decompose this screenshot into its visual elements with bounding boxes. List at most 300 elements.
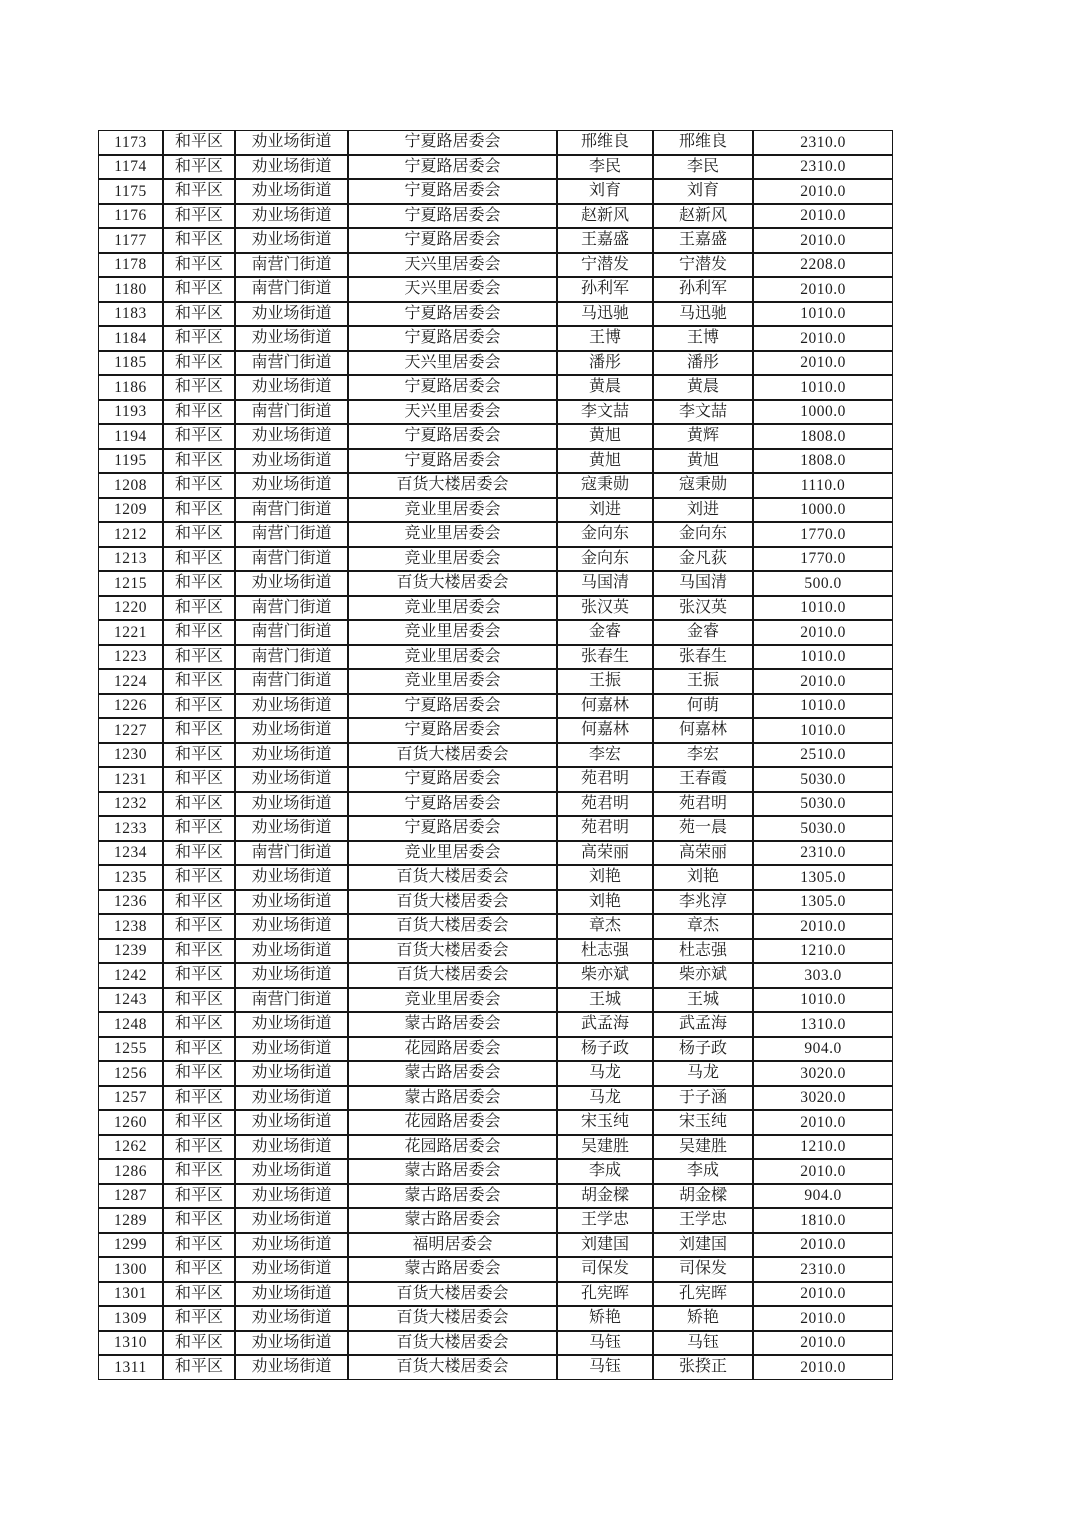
cell-name-2: 孙利军 [653, 277, 753, 302]
cell-name-1: 马钰 [557, 1355, 653, 1380]
cell-amount: 2010.0 [753, 277, 893, 302]
table-row [98, 1086, 893, 1111]
cell-amount: 303.0 [753, 963, 893, 988]
cell-committee: 天兴里居委会 [348, 351, 557, 376]
cell-id: 1234 [98, 841, 163, 866]
cell-committee: 宁夏路居委会 [348, 792, 557, 817]
cell-committee: 宁夏路居委会 [348, 694, 557, 719]
cell-name-2: 寇秉勋 [653, 473, 753, 498]
cell-street: 劝业场街道 [235, 939, 348, 964]
cell-name-1: 杨子政 [557, 1037, 653, 1062]
cell-amount: 2010.0 [753, 351, 893, 376]
cell-street: 劝业场街道 [235, 1184, 348, 1209]
cell-street: 劝业场街道 [235, 767, 348, 792]
cell-committee: 百货大楼居委会 [348, 571, 557, 596]
cell-id: 1208 [98, 473, 163, 498]
cell-amount: 5030.0 [753, 816, 893, 841]
cell-district: 和平区 [163, 890, 235, 915]
cell-district: 和平区 [163, 228, 235, 253]
table-row [98, 1208, 893, 1233]
cell-district: 和平区 [163, 1306, 235, 1331]
cell-district: 和平区 [163, 1012, 235, 1037]
cell-id: 1248 [98, 1012, 163, 1037]
cell-committee: 百货大楼居委会 [348, 473, 557, 498]
cell-name-2: 赵新风 [653, 204, 753, 229]
cell-street: 劝业场街道 [235, 326, 348, 351]
records-table-body [98, 130, 893, 1380]
cell-committee: 宁夏路居委会 [348, 424, 557, 449]
cell-name-1: 马龙 [557, 1061, 653, 1086]
cell-district: 和平区 [163, 400, 235, 425]
cell-id: 1287 [98, 1184, 163, 1209]
table-row [98, 620, 893, 645]
cell-name-1: 金睿 [557, 620, 653, 645]
cell-name-2: 黄旭 [653, 449, 753, 474]
cell-name-1: 李成 [557, 1159, 653, 1184]
cell-district: 和平区 [163, 449, 235, 474]
cell-name-1: 苑君明 [557, 767, 653, 792]
cell-name-2: 苑一晨 [653, 816, 753, 841]
cell-street: 劝业场街道 [235, 914, 348, 939]
cell-amount: 2010.0 [753, 620, 893, 645]
cell-street: 劝业场街道 [235, 1135, 348, 1160]
cell-district: 和平区 [163, 939, 235, 964]
cell-committee: 蒙古路居委会 [348, 1061, 557, 1086]
cell-name-1: 黄旭 [557, 424, 653, 449]
cell-name-2: 何嘉林 [653, 718, 753, 743]
cell-amount: 1000.0 [753, 498, 893, 523]
cell-name-1: 黄旭 [557, 449, 653, 474]
cell-name-1: 苑君明 [557, 792, 653, 817]
table-row [98, 449, 893, 474]
cell-committee: 百货大楼居委会 [348, 1355, 557, 1380]
cell-name-2: 马龙 [653, 1061, 753, 1086]
cell-id: 1227 [98, 718, 163, 743]
cell-street: 劝业场街道 [235, 865, 348, 890]
cell-street: 南营门街道 [235, 498, 348, 523]
cell-name-2: 何萌 [653, 694, 753, 719]
cell-name-2: 王博 [653, 326, 753, 351]
cell-amount: 1010.0 [753, 302, 893, 327]
table-row [98, 1135, 893, 1160]
cell-district: 和平区 [163, 277, 235, 302]
cell-amount: 1305.0 [753, 890, 893, 915]
cell-amount: 1810.0 [753, 1208, 893, 1233]
table-row [98, 645, 893, 670]
cell-street: 劝业场街道 [235, 792, 348, 817]
cell-name-2: 杨子政 [653, 1037, 753, 1062]
cell-street: 南营门街道 [235, 277, 348, 302]
cell-district: 和平区 [163, 1208, 235, 1233]
cell-committee: 竞业里居委会 [348, 988, 557, 1013]
cell-id: 1239 [98, 939, 163, 964]
cell-name-1: 黄晨 [557, 375, 653, 400]
cell-street: 劝业场街道 [235, 1306, 348, 1331]
cell-district: 和平区 [163, 155, 235, 180]
cell-district: 和平区 [163, 522, 235, 547]
cell-district: 和平区 [163, 620, 235, 645]
cell-id: 1289 [98, 1208, 163, 1233]
table-row [98, 743, 893, 768]
cell-name-2: 张揆正 [653, 1355, 753, 1380]
cell-id: 1215 [98, 571, 163, 596]
cell-street: 劝业场街道 [235, 571, 348, 596]
cell-amount: 5030.0 [753, 792, 893, 817]
cell-id: 1178 [98, 253, 163, 278]
cell-amount: 1808.0 [753, 424, 893, 449]
cell-id: 1212 [98, 522, 163, 547]
cell-id: 1242 [98, 963, 163, 988]
cell-amount: 1770.0 [753, 522, 893, 547]
cell-amount: 2010.0 [753, 228, 893, 253]
cell-amount: 1210.0 [753, 939, 893, 964]
cell-street: 劝业场街道 [235, 1061, 348, 1086]
cell-name-1: 孔宪晖 [557, 1282, 653, 1307]
cell-street: 劝业场街道 [235, 375, 348, 400]
cell-name-1: 张汉英 [557, 596, 653, 621]
cell-district: 和平区 [163, 498, 235, 523]
cell-street: 南营门街道 [235, 253, 348, 278]
cell-street: 劝业场街道 [235, 1331, 348, 1356]
table-row [98, 1331, 893, 1356]
cell-id: 1232 [98, 792, 163, 817]
cell-street: 南营门街道 [235, 596, 348, 621]
cell-district: 和平区 [163, 547, 235, 572]
cell-id: 1177 [98, 228, 163, 253]
cell-street: 劝业场街道 [235, 1233, 348, 1258]
cell-street: 南营门街道 [235, 400, 348, 425]
cell-name-1: 赵新风 [557, 204, 653, 229]
cell-id: 1256 [98, 1061, 163, 1086]
cell-id: 1299 [98, 1233, 163, 1258]
cell-street: 劝业场街道 [235, 890, 348, 915]
cell-street: 劝业场街道 [235, 155, 348, 180]
cell-name-2: 马钰 [653, 1331, 753, 1356]
table-row [98, 1012, 893, 1037]
cell-amount: 2010.0 [753, 1233, 893, 1258]
cell-district: 和平区 [163, 645, 235, 670]
table-row [98, 1282, 893, 1307]
cell-district: 和平区 [163, 694, 235, 719]
cell-district: 和平区 [163, 718, 235, 743]
cell-name-1: 马国清 [557, 571, 653, 596]
cell-committee: 蒙古路居委会 [348, 1086, 557, 1111]
cell-id: 1193 [98, 400, 163, 425]
cell-street: 劝业场街道 [235, 1257, 348, 1282]
cell-district: 和平区 [163, 816, 235, 841]
cell-name-2: 宋玉纯 [653, 1110, 753, 1135]
cell-id: 1230 [98, 743, 163, 768]
cell-id: 1309 [98, 1306, 163, 1331]
cell-street: 劝业场街道 [235, 204, 348, 229]
cell-name-2: 高荣丽 [653, 841, 753, 866]
cell-district: 和平区 [163, 792, 235, 817]
cell-street: 劝业场街道 [235, 302, 348, 327]
cell-name-1: 苑君明 [557, 816, 653, 841]
cell-street: 劝业场街道 [235, 179, 348, 204]
cell-name-2: 王振 [653, 669, 753, 694]
table-row [98, 988, 893, 1013]
cell-committee: 竞业里居委会 [348, 669, 557, 694]
table-row [98, 547, 893, 572]
table-row [98, 400, 893, 425]
cell-amount: 1310.0 [753, 1012, 893, 1037]
cell-id: 1184 [98, 326, 163, 351]
cell-amount: 1808.0 [753, 449, 893, 474]
cell-committee: 天兴里居委会 [348, 277, 557, 302]
cell-district: 和平区 [163, 1159, 235, 1184]
cell-street: 劝业场街道 [235, 963, 348, 988]
table-row [98, 669, 893, 694]
cell-district: 和平区 [163, 375, 235, 400]
cell-committee: 天兴里居委会 [348, 400, 557, 425]
cell-committee: 百货大楼居委会 [348, 1331, 557, 1356]
table-row [98, 424, 893, 449]
cell-id: 1236 [98, 890, 163, 915]
cell-amount: 2310.0 [753, 1257, 893, 1282]
table-row [98, 1110, 893, 1135]
table-row [98, 841, 893, 866]
cell-name-1: 刘艳 [557, 890, 653, 915]
cell-id: 1223 [98, 645, 163, 670]
table-row [98, 302, 893, 327]
spreadsheet-page [98, 130, 893, 1380]
cell-amount: 1305.0 [753, 865, 893, 890]
cell-district: 和平区 [163, 204, 235, 229]
cell-amount: 2010.0 [753, 204, 893, 229]
cell-amount: 1010.0 [753, 645, 893, 670]
cell-name-1: 何嘉林 [557, 718, 653, 743]
cell-committee: 竞业里居委会 [348, 547, 557, 572]
cell-id: 1220 [98, 596, 163, 621]
cell-street: 劝业场街道 [235, 1282, 348, 1307]
cell-amount: 1010.0 [753, 596, 893, 621]
cell-id: 1310 [98, 1331, 163, 1356]
cell-committee: 宁夏路居委会 [348, 816, 557, 841]
cell-id: 1173 [98, 130, 163, 155]
cell-name-1: 王城 [557, 988, 653, 1013]
cell-name-2: 孔宪晖 [653, 1282, 753, 1307]
cell-street: 劝业场街道 [235, 449, 348, 474]
cell-name-1: 金向东 [557, 547, 653, 572]
cell-id: 1195 [98, 449, 163, 474]
cell-id: 1243 [98, 988, 163, 1013]
cell-name-2: 刘建国 [653, 1233, 753, 1258]
cell-district: 和平区 [163, 130, 235, 155]
cell-committee: 宁夏路居委会 [348, 449, 557, 474]
table-row [98, 1159, 893, 1184]
cell-street: 劝业场街道 [235, 130, 348, 155]
cell-name-1: 李文喆 [557, 400, 653, 425]
cell-amount: 2208.0 [753, 253, 893, 278]
cell-committee: 百货大楼居委会 [348, 914, 557, 939]
cell-name-1: 何嘉林 [557, 694, 653, 719]
cell-name-1: 李宏 [557, 743, 653, 768]
cell-id: 1226 [98, 694, 163, 719]
cell-district: 和平区 [163, 253, 235, 278]
cell-district: 和平区 [163, 351, 235, 376]
cell-district: 和平区 [163, 179, 235, 204]
cell-street: 劝业场街道 [235, 228, 348, 253]
cell-street: 劝业场街道 [235, 694, 348, 719]
cell-name-2: 胡金樑 [653, 1184, 753, 1209]
cell-name-2: 王学忠 [653, 1208, 753, 1233]
cell-committee: 百货大楼居委会 [348, 939, 557, 964]
cell-name-2: 武孟海 [653, 1012, 753, 1037]
cell-committee: 宁夏路居委会 [348, 326, 557, 351]
cell-amount: 2010.0 [753, 669, 893, 694]
cell-id: 1301 [98, 1282, 163, 1307]
cell-amount: 2310.0 [753, 130, 893, 155]
cell-street: 劝业场街道 [235, 743, 348, 768]
cell-name-2: 潘彤 [653, 351, 753, 376]
cell-name-1: 张春生 [557, 645, 653, 670]
cell-name-2: 司保发 [653, 1257, 753, 1282]
cell-amount: 3020.0 [753, 1061, 893, 1086]
cell-name-1: 宋玉纯 [557, 1110, 653, 1135]
cell-name-1: 王嘉盛 [557, 228, 653, 253]
table-row [98, 767, 893, 792]
cell-district: 和平区 [163, 596, 235, 621]
cell-district: 和平区 [163, 1331, 235, 1356]
table-row [98, 816, 893, 841]
cell-committee: 竞业里居委会 [348, 645, 557, 670]
table-row [98, 939, 893, 964]
cell-name-1: 刘建国 [557, 1233, 653, 1258]
cell-name-2: 苑君明 [653, 792, 753, 817]
cell-amount: 2310.0 [753, 841, 893, 866]
cell-committee: 宁夏路居委会 [348, 179, 557, 204]
cell-name-1: 寇秉勋 [557, 473, 653, 498]
cell-district: 和平区 [163, 1184, 235, 1209]
cell-district: 和平区 [163, 424, 235, 449]
cell-name-2: 吴建胜 [653, 1135, 753, 1160]
cell-amount: 3020.0 [753, 1086, 893, 1111]
table-row [98, 596, 893, 621]
cell-name-2: 柴亦斌 [653, 963, 753, 988]
cell-amount: 2010.0 [753, 326, 893, 351]
cell-committee: 花园路居委会 [348, 1110, 557, 1135]
cell-name-1: 刘艳 [557, 865, 653, 890]
table-row [98, 473, 893, 498]
cell-name-2: 金睿 [653, 620, 753, 645]
cell-committee: 百货大楼居委会 [348, 963, 557, 988]
cell-committee: 百货大楼居委会 [348, 890, 557, 915]
cell-name-1: 吴建胜 [557, 1135, 653, 1160]
cell-street: 劝业场街道 [235, 1086, 348, 1111]
cell-name-2: 黄晨 [653, 375, 753, 400]
cell-name-2: 金向东 [653, 522, 753, 547]
cell-id: 1231 [98, 767, 163, 792]
cell-id: 1257 [98, 1086, 163, 1111]
cell-committee: 竞业里居委会 [348, 841, 557, 866]
cell-amount: 2010.0 [753, 1331, 893, 1356]
cell-name-1: 高荣丽 [557, 841, 653, 866]
cell-amount: 1010.0 [753, 718, 893, 743]
cell-id: 1175 [98, 179, 163, 204]
table-row [98, 277, 893, 302]
cell-amount: 904.0 [753, 1037, 893, 1062]
table-row [98, 1061, 893, 1086]
cell-name-2: 矫艳 [653, 1306, 753, 1331]
cell-district: 和平区 [163, 1282, 235, 1307]
cell-committee: 宁夏路居委会 [348, 130, 557, 155]
cell-id: 1233 [98, 816, 163, 841]
cell-committee: 竞业里居委会 [348, 498, 557, 523]
cell-street: 南营门街道 [235, 988, 348, 1013]
cell-district: 和平区 [163, 1135, 235, 1160]
cell-name-2: 张汉英 [653, 596, 753, 621]
cell-committee: 百货大楼居委会 [348, 1306, 557, 1331]
cell-district: 和平区 [163, 1257, 235, 1282]
cell-id: 1238 [98, 914, 163, 939]
cell-amount: 2010.0 [753, 1110, 893, 1135]
table-row [98, 1037, 893, 1062]
cell-committee: 花园路居委会 [348, 1037, 557, 1062]
table-row [98, 179, 893, 204]
table-row [98, 228, 893, 253]
cell-committee: 蒙古路居委会 [348, 1012, 557, 1037]
table-row [98, 890, 893, 915]
cell-id: 1300 [98, 1257, 163, 1282]
cell-id: 1213 [98, 547, 163, 572]
cell-name-2: 李民 [653, 155, 753, 180]
cell-amount: 2010.0 [753, 1355, 893, 1380]
cell-amount: 1000.0 [753, 400, 893, 425]
cell-district: 和平区 [163, 865, 235, 890]
cell-name-2: 章杰 [653, 914, 753, 939]
cell-name-1: 武孟海 [557, 1012, 653, 1037]
cell-street: 南营门街道 [235, 522, 348, 547]
table-row [98, 963, 893, 988]
table-row [98, 865, 893, 890]
cell-committee: 蒙古路居委会 [348, 1208, 557, 1233]
cell-committee: 蒙古路居委会 [348, 1184, 557, 1209]
cell-name-2: 刘育 [653, 179, 753, 204]
cell-id: 1224 [98, 669, 163, 694]
cell-name-1: 金向东 [557, 522, 653, 547]
cell-district: 和平区 [163, 669, 235, 694]
cell-name-2: 张春生 [653, 645, 753, 670]
cell-id: 1255 [98, 1037, 163, 1062]
cell-name-2: 马迅驰 [653, 302, 753, 327]
cell-name-1: 章杰 [557, 914, 653, 939]
table-row [98, 694, 893, 719]
cell-district: 和平区 [163, 841, 235, 866]
cell-amount: 2310.0 [753, 155, 893, 180]
table-row [98, 718, 893, 743]
cell-district: 和平区 [163, 1233, 235, 1258]
cell-district: 和平区 [163, 1086, 235, 1111]
cell-committee: 竞业里居委会 [348, 596, 557, 621]
cell-id: 1311 [98, 1355, 163, 1380]
cell-id: 1260 [98, 1110, 163, 1135]
cell-committee: 蒙古路居委会 [348, 1159, 557, 1184]
cell-district: 和平区 [163, 1037, 235, 1062]
table-row [98, 792, 893, 817]
cell-name-2: 宁潜发 [653, 253, 753, 278]
cell-name-1: 孙利军 [557, 277, 653, 302]
cell-name-2: 马国清 [653, 571, 753, 596]
table-row [98, 1184, 893, 1209]
cell-name-1: 宁潜发 [557, 253, 653, 278]
cell-amount: 2010.0 [753, 914, 893, 939]
cell-street: 南营门街道 [235, 351, 348, 376]
cell-district: 和平区 [163, 473, 235, 498]
cell-name-1: 矫艳 [557, 1306, 653, 1331]
cell-street: 南营门街道 [235, 669, 348, 694]
records-table [98, 130, 893, 1380]
